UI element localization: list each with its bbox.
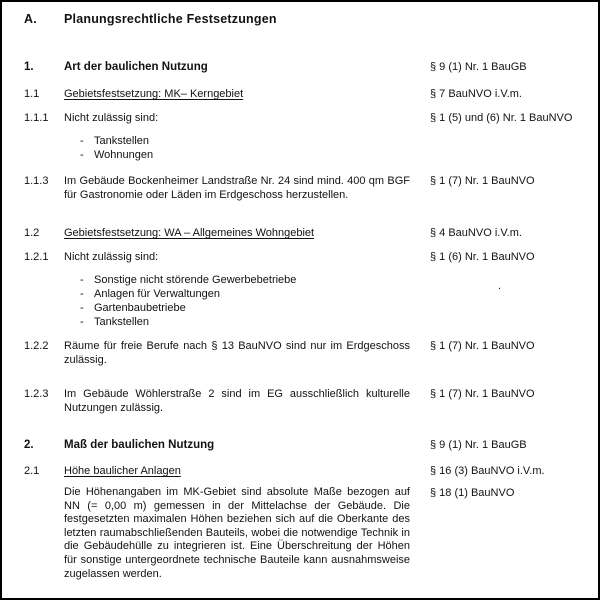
bullet-dash: -: [80, 149, 84, 161]
legal-reference: § 4 BauNVO i.V.m.: [430, 227, 522, 239]
legal-reference: § 9 (1) Nr. 1 BauGB: [430, 61, 527, 73]
section-number: 1.1.3: [24, 175, 49, 187]
legal-reference: § 16 (3) BauNVO i.V.m.: [430, 465, 545, 477]
section-row-1-2-1: [24, 250, 586, 264]
section-number: 2.1: [24, 465, 40, 477]
bullet-list-wa: [24, 273, 586, 329]
section-title: Nicht zulässig sind:: [64, 251, 159, 263]
section-number: 1.2.3: [24, 388, 49, 400]
legal-reference: § 18 (1) BauNVO: [430, 487, 515, 499]
list-item-text: Tankstellen: [94, 316, 150, 328]
list-item-text: Sonstige nicht störende Gewerbebetriebe: [94, 274, 297, 286]
bullet-list: [64, 134, 410, 162]
underlined-heading: Gebietsfestsetzung: WA – Allgemeines Wohngebiet: [64, 227, 315, 239]
legal-reference: § 1 (6) Nr. 1 BauNVO: [430, 251, 535, 263]
list-item-text: Wohnungen: [94, 149, 154, 161]
page-title: Planungsrechtliche Festsetzungen: [64, 12, 277, 26]
section-number: 1.1.1: [24, 112, 49, 124]
section-row-1: [24, 60, 586, 74]
section-row-2-1: [24, 464, 586, 478]
list-item-text: Gartenbaubetriebe: [94, 302, 186, 314]
bullet-dash: -: [80, 274, 84, 286]
section-body: Im Gebäude Wöhlerstraße 2 sind im EG ausschließlich kulturelle Nutzungen zulässig.: [64, 388, 410, 414]
list-item: [80, 273, 410, 287]
list-item: [80, 315, 410, 329]
section-number: 1.2.2: [24, 340, 49, 352]
legal-reference: § 1 (7) Nr. 1 BauNVO: [430, 388, 535, 400]
section-row-1-1-3: [24, 174, 586, 202]
bullet-dash: -: [80, 135, 84, 147]
section-number: 1.2: [24, 227, 40, 239]
legal-reference: § 7 BauNVO i.V.m.: [430, 88, 522, 100]
list-item: [80, 287, 410, 301]
list-item: [80, 148, 410, 162]
section-row-2: [24, 438, 586, 452]
section-row-1-2-3: [24, 387, 586, 415]
section-title: [64, 87, 410, 101]
bullet-dash: -: [80, 302, 84, 314]
bullet-dash: -: [80, 288, 84, 300]
section-row-2-1-body: [24, 486, 586, 581]
bullet-list: [64, 273, 410, 329]
bullet-dash: -: [80, 316, 84, 328]
section-row-1-1: [24, 87, 586, 101]
underlined-heading: Gebietsfestsetzung: MK– Kerngebiet: [64, 88, 244, 100]
header-letter: A.: [24, 12, 37, 26]
list-item-text: Anlagen für Verwaltungen: [94, 288, 220, 300]
list-item-text: Tankstellen: [94, 135, 150, 147]
list-item: [80, 301, 410, 315]
section-row-1-2-2: [24, 339, 586, 367]
section-row-1-2: [24, 226, 586, 240]
section-body: Die Höhenangaben im MK-Gebiet sind absolute Maße bezogen auf NN (= 0,00 m) gemessen in der Mittelachse der Gebäude. Die festgesetzten maximalen Höhen beziehen sich auf die Oberkante des letzten raumabschließenden Bauteils, wobei die notwendige Technik in die Gebäudehülle zu integrieren ist. Eine Überschreitung der Höhen für sonstige untergeordnete technische Bauteile kann ausnahmsweise zugelassen werden.: [64, 486, 410, 580]
section-title: Nicht zulässig sind:: [64, 112, 159, 124]
bullet-list-mk: [24, 134, 586, 162]
list-item: [80, 134, 410, 148]
legal-reference: § 1 (7) Nr. 1 BauNVO: [430, 175, 535, 187]
legal-reference: § 9 (1) Nr. 1 BauGB: [430, 439, 527, 451]
section-title: Maß der baulichen Nutzung: [64, 439, 215, 451]
section-number: 1.2.1: [24, 251, 49, 263]
legal-reference: § 1 (7) Nr. 1 BauNVO: [430, 340, 535, 352]
section-row-1-1-1: [24, 111, 586, 125]
section-body: Im Gebäude Bockenheimer Landstraße Nr. 24 sind mind. 400 qm BGF für Gastronomie oder Läden im Erdgeschoss herzustellen.: [64, 175, 410, 201]
section-title: [64, 464, 410, 478]
underlined-heading: Höhe baulicher Anlagen: [64, 465, 181, 477]
section-body: Räume für freie Berufe nach § 13 BauNVO sind nur im Erdgeschoss zulässig.: [64, 340, 410, 366]
stray-scan-dot: .: [498, 280, 502, 292]
section-number: 1.1: [24, 88, 40, 100]
legal-reference: § 1 (5) und (6) Nr. 1 BauNVO: [430, 112, 573, 124]
section-title: Art der baulichen Nutzung: [64, 61, 208, 73]
section-number: 1.: [24, 61, 34, 73]
section-number: 2.: [24, 439, 34, 451]
section-title: [64, 226, 410, 240]
document-header: [24, 12, 586, 27]
